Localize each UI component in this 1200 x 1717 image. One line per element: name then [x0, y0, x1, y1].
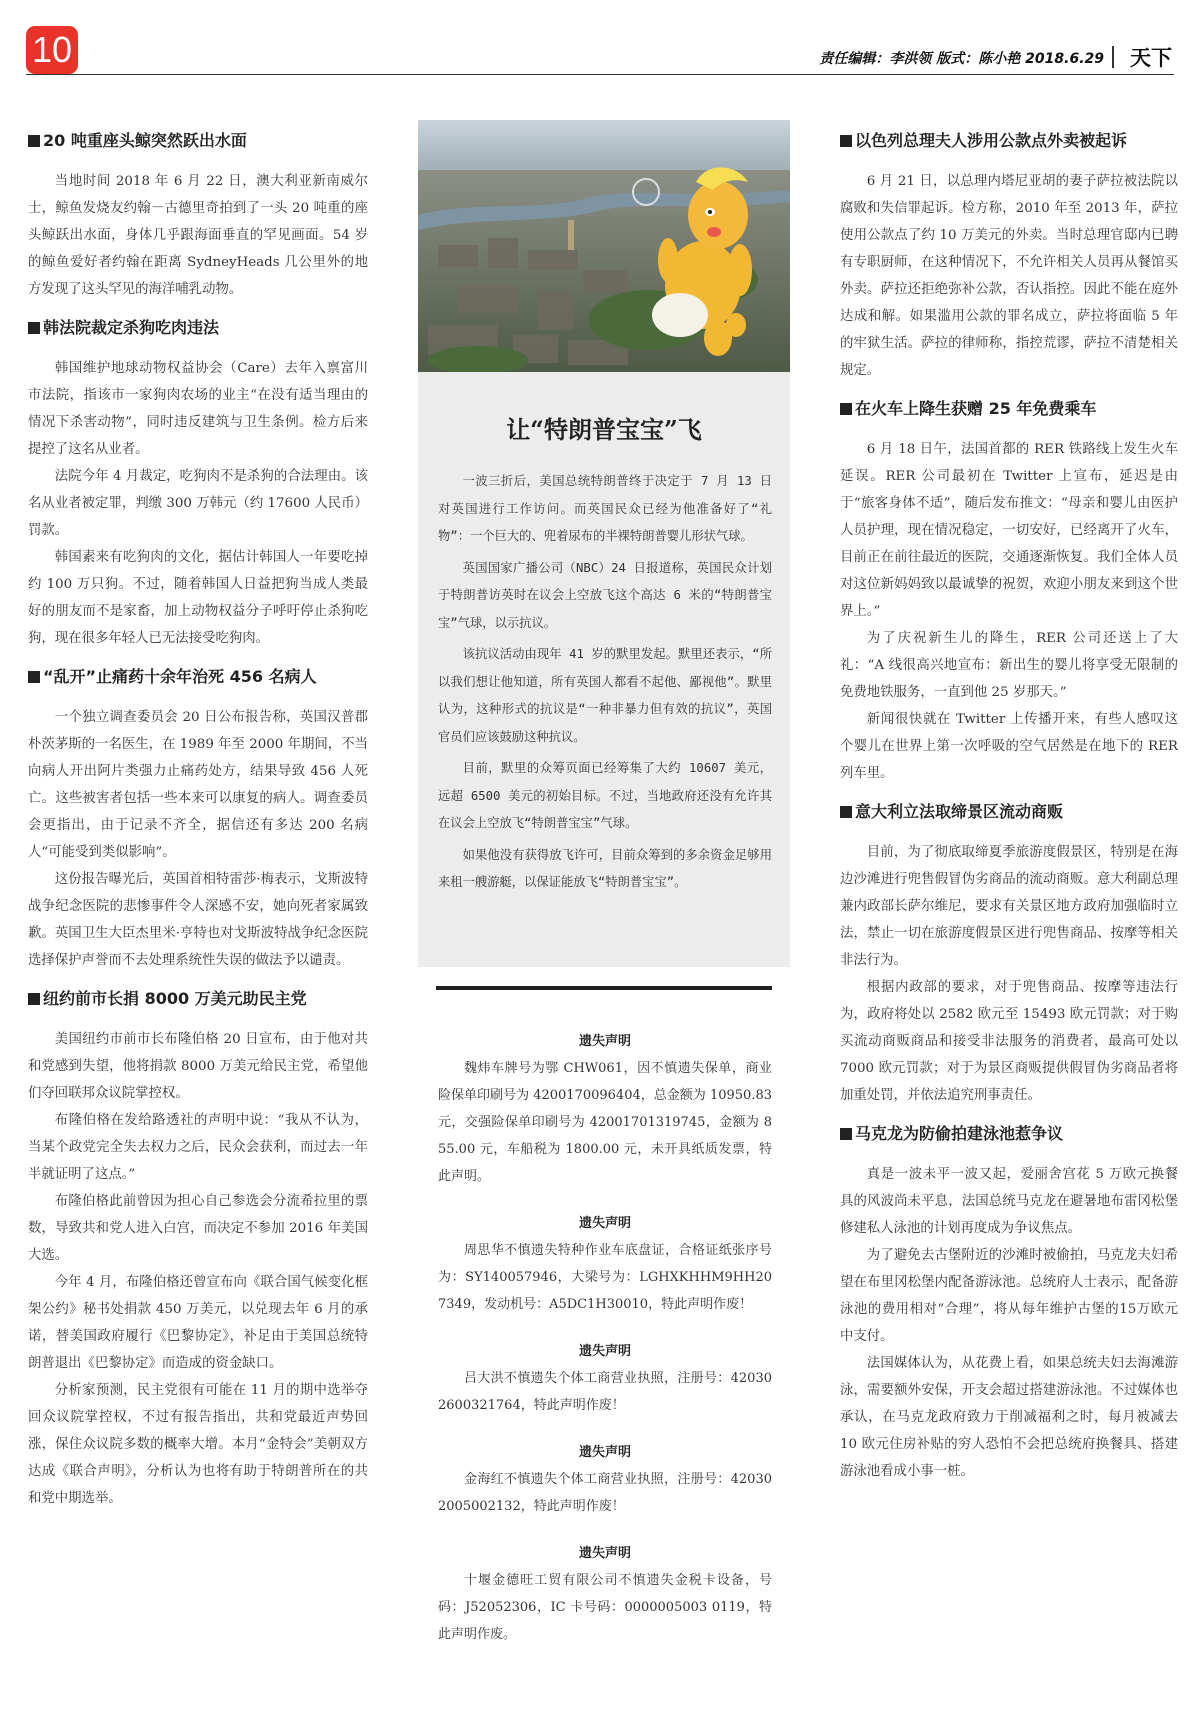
news-article: [28, 666, 368, 974]
lost-notice: [438, 1542, 772, 1648]
news-article: [840, 801, 1178, 1109]
feature-paragraph: 目前，默里的众筹页面已经筹集了大约 10607 美元，远超 6500 美元的初始目标。不过，当地政府还没有允许其在议会上空放飞“特朗普宝宝”气球。: [438, 761, 772, 830]
article-paragraph: 今年 4 月，布隆伯格还曾宣布向《联合国气候变化框架公约》秘书处捐款 450 万美元，以兑现去年 6 月的承诺，替美国政府履行《巴黎协定》，补足由于美国总统特朗普退出《巴黎协定》而造成的资金缺口。: [28, 1275, 368, 1371]
lost-notice: [438, 1340, 772, 1419]
news-article: [28, 988, 368, 1512]
article-paragraph: 真是一波未平一波又起，爱丽舍宫花 5 万欧元换餐具的风波尚未平息，法国总统马克龙在避暑地布雷冈松堡修建私人泳池的计划再度成为争议焦点。: [840, 1167, 1178, 1236]
article-paragraph: 目前，为了彻底取缔夏季旅游度假景区，特别是在海边沙滩进行兜售假冒伪劣商品的流动商贩。意大利副总理兼内政部长萨尔维尼，要求有关景区地方政府加强临时立法，禁止一切在旅游度假景区进行兜售商品、按摩等相关非法行为。: [840, 845, 1178, 968]
notice-text: 魏炜车牌号为鄂 CHW061，因不慎遗失保单，商业险保单印刷号为 4200170096404，总金额为 10950.83 元，交强险保单印刷号为 42001701319745，金额为 855.00 元，车船税为 1800.00 元，未开具纸质发票，特此声明。: [438, 1061, 772, 1184]
header-divider: [1112, 46, 1114, 68]
news-article: [840, 1123, 1178, 1485]
article-paragraph: 根据内政部的要求，对于兜售商品、按摩等违法行为，政府将处以 2582 欧元至 15493 欧元罚款；对于购买流动商贩商品和接受非法服务的消费者，最高可处以 7000 欧元罚款；对于为景区商贩提供假冒伪劣商品者将加重处罚，并依法追究刑事责任。: [840, 980, 1178, 1103]
header-rule: [26, 74, 1174, 75]
article-paragraph: 当地时间 2018 年 6 月 22 日，澳大利亚新南威尔士，鲸鱼发烧友约翰－古德里奇拍到了一头 20 吨重的座头鲸跃出水面，身体几乎跟海面垂直的罕见画面。54 岁的鲸鱼爱好者约翰在距离 SydneyHeads 几公里外的地方发现了这头罕见的海洋哺乳动物。: [28, 174, 368, 297]
editor-credits: 责任编辑：李洪领 版式：陈小艳 2018.6.29: [819, 51, 1104, 67]
square-bullet-icon: [28, 671, 40, 683]
notice-text: 吕大洪不慎遗失个体工商营业执照，注册号：420302600321764，特此声明作废！: [438, 1371, 772, 1413]
feature-paragraph: 该抗议活动由现年 41 岁的默里发起。默里还表示，“所以我们想让他知道，所有英国人都看不起他、鄙视他”。默里认为，这种形式的抗议是“一种非暴力但有效的抗议”，英国官员们应该鼓励这种抗议。: [438, 647, 772, 744]
notice-heading: 遗失声明: [578, 1034, 631, 1049]
lost-notice: [438, 1441, 772, 1520]
article-paragraph: 为了避免去古堡附近的沙滩时被偷拍，马克龙夫妇希望在布里冈松堡内配备游泳池。总统府人士表示，配备游泳池的费用相对“合理”，将从每年维护古堡的15万欧元中支付。: [840, 1248, 1178, 1344]
article-paragraph: 6 月 21 日，以总理内塔尼亚胡的妻子萨拉被法院以腐败和失信罪起诉。检方称，2010 年至 2013 年，萨拉使用公款点了约 10 万美元的外卖。当时总理官邸内已聘有专职厨师，在这种情况下，不允许相关人员再从餐馆买外卖。萨拉还拒绝弥补公款，否认指控。因此不能在庭外达成和解。如果滥用公款的罪名成立，萨拉将面临 5 年的牢狱生活。萨拉的律师称，指控荒谬，萨拉不清楚相关规定。: [840, 174, 1178, 378]
feature-title: 让“特朗普宝宝”飞: [506, 415, 702, 444]
square-bullet-icon: [840, 806, 852, 818]
right-column: [840, 130, 1178, 1499]
feature-paragraph: 英国国家广播公司（NBC）24 日报道称，英国民众计划于特朗普访英时在议会上空放飞这个高达 6 米的“特朗普宝宝”气球，以示抗议。: [438, 560, 772, 630]
feature-body: [438, 468, 772, 901]
article-paragraph: 这份报告曝光后，英国首相特雷莎·梅表示，戈斯波特战争纪念医院的悲惨事件令人深感不安，她向死者家属致歉。英国卫生大臣杰里米·亨特也对戈斯波特战争纪念医院选择保护声誉而不去处理系统性失误的做法予以谴责。: [28, 872, 368, 968]
article-title: 在火车上降生获赠 25 年免费乘车: [840, 398, 1178, 420]
news-article: [28, 130, 368, 303]
notice-text: 金海红不慎遗失个体工商营业执照，注册号：420302005002132，特此声明作废！: [438, 1472, 772, 1514]
notice-text: 十堰金德旺工贸有限公司不慎遗失金税卡设备，号码：J52052306，IC 卡号码：0000005003 0119，特此声明作废。: [438, 1573, 772, 1642]
article-title: 以色列总理夫人涉用公款点外卖被起诉: [840, 130, 1178, 152]
square-bullet-icon: [28, 322, 40, 334]
lost-notice: [438, 1030, 772, 1190]
notice-heading: 遗失声明: [578, 1445, 631, 1460]
news-article: [840, 130, 1178, 384]
notice-text: 周思华不慎遗失特种作业车底盘证，合格证纸张序号为：SY140057946，大梁号为：LGHXKHHM9HH207349，发动机号：A5DC1H30010，特此声明作废！: [438, 1243, 772, 1312]
square-bullet-icon: [840, 1128, 852, 1140]
article-paragraph: 法院今年 4 月裁定，吃狗肉不是杀狗的合法理由。该名从业者被定罪，判缴 300 万韩元（约 17600 人民币）罚款。: [28, 469, 368, 538]
article-title: “乱开”止痛药十余年治死 456 名病人: [28, 666, 368, 688]
article-paragraph: 一个独立调查委员会 20 日公布报告称，英国汉普郡朴茨茅斯的一名医生，在 1989 年至 2000 年期间，不当向病人开出阿片类强力止痛药处方，结果导致 456 人死亡。这些被害者包括一些本来可以康复的病人。调查委员会更指出，由于记录不齐全，据信还有多达 200 名病人“可能受到类似影响”。: [28, 710, 368, 860]
square-bullet-icon: [28, 135, 40, 147]
notice-heading: 遗失声明: [578, 1216, 631, 1231]
article-title: 韩法院裁定杀狗吃肉违法: [28, 317, 368, 339]
notice-heading: 遗失声明: [578, 1546, 631, 1561]
article-paragraph: 布隆伯格此前曾因为担心自己参选会分流希拉里的票数，导致共和党人进入白宫，而决定不参加 2016 年美国大选。: [28, 1194, 368, 1263]
feature-paragraph: 如果他没有获得放飞许可，目前众筹到的多余资金足够用来租一艘游艇，以保证能放飞“特朗普宝宝”。: [438, 847, 772, 889]
article-paragraph: 法国媒体认为，从花费上看，如果总统夫妇去海滩游泳，需要额外安保，开支会超过搭建游泳池。不过媒体也承认，在马克龙政府致力于削减福利之时，每月被减去 10 欧元住房补贴的穷人恐怕不会把总统府换餐具、搭建游泳池看成小事一桩。: [840, 1356, 1178, 1479]
square-bullet-icon: [840, 403, 852, 415]
square-bullet-icon: [28, 993, 40, 1005]
london-aerial-balloon-image: [418, 120, 790, 372]
lost-notices: [438, 1030, 772, 1670]
article-title: 意大利立法取缔景区流动商贩: [840, 801, 1178, 823]
article-paragraph: 新闻很快就在 Twitter 上传播开来，有些人感叹这个婴儿在世界上第一次呼吸的空气居然是在地下的 RER 列车里。: [840, 712, 1178, 781]
article-title: 马克龙为防偷拍建泳池惹争议: [840, 1123, 1178, 1145]
left-column: [28, 130, 368, 1526]
article-title: 纽约前市长捐 8000 万美元助民主党: [28, 988, 368, 1010]
feature-photo: [418, 120, 790, 372]
article-paragraph: 6 月 18 日午，法国首都的 RER 铁路线上发生火车延误。RER 公司最初在 Twitter 上宣布，延迟是由于“旅客身体不适”，随后发布推文：“母亲和婴儿由医护人员护理，现在情况稳定，一切安好，已经离开了火车，目前正在前往最近的医院，交通逐渐恢复。我们全体人员对这位新妈妈致以最诚挚的祝贺，欢迎小朋友来到这个世界上。”: [840, 442, 1178, 619]
square-bullet-icon: [840, 135, 852, 147]
article-paragraph: 分析家预测，民主党很有可能在 11 月的期中选举夺回众议院掌控权，不过有报告指出，共和党最近声势回涨，保住众议院多数的概率大增。本月“金特会”美朝双方达成《联合声明》，分析认为也将有助于特朗普所在的共和党中期选举。: [28, 1383, 368, 1506]
section-name: 天下: [1130, 46, 1172, 70]
page-number: 10: [26, 26, 78, 74]
news-article: [28, 317, 368, 652]
lost-notice: [438, 1212, 772, 1318]
notice-heading: 遗失声明: [578, 1344, 631, 1359]
article-paragraph: 韩国维护地球动物权益协会（Care）去年入禀富川市法院，指该市一家狗肉农场的业主“在没有适当理由的情况下杀害动物”，同时违反建筑与卫生条例。检方后来提控了这名从业者。: [28, 361, 368, 457]
article-paragraph: 为了庆祝新生儿的降生，RER 公司还送上了大礼：“A 线很高兴地宣布：新出生的婴儿将享受无限制的免费地铁服务，一直到他 25 岁那天。”: [840, 631, 1178, 700]
center-divider: [436, 986, 772, 990]
feature-paragraph: 一波三折后，美国总统特朗普终于决定于 7 月 13 日对英国进行工作访问。而英国民众已经为他准备好了“礼物”：一个巨大的、兜着尿布的半裸特朗普婴儿形状气球。: [438, 474, 772, 543]
article-paragraph: 布隆伯格在发给路透社的声明中说：“我从不认为，当某个政党完全失去权力之后，民众会获利，而过去一年半就证明了这点。”: [28, 1113, 368, 1182]
article-paragraph: 美国纽约市前市长布隆伯格 20 日宣布，由于他对共和党感到失望，他将捐款 8000 万美元给民主党，希望他们夺回联邦众议院掌控权。: [28, 1032, 368, 1101]
article-paragraph: 韩国素来有吃狗肉的文化，据估计韩国人一年要吃掉约 100 万只狗。不过，随着韩国人日益把狗当成人类最好的朋友而不是家畜，加上动物权益分子呼吁停止杀狗吃狗，现在很多年轻人已无法接受吃狗肉。: [28, 550, 368, 646]
article-title: 20 吨重座头鲸突然跃出水面: [28, 130, 368, 152]
news-article: [840, 398, 1178, 787]
